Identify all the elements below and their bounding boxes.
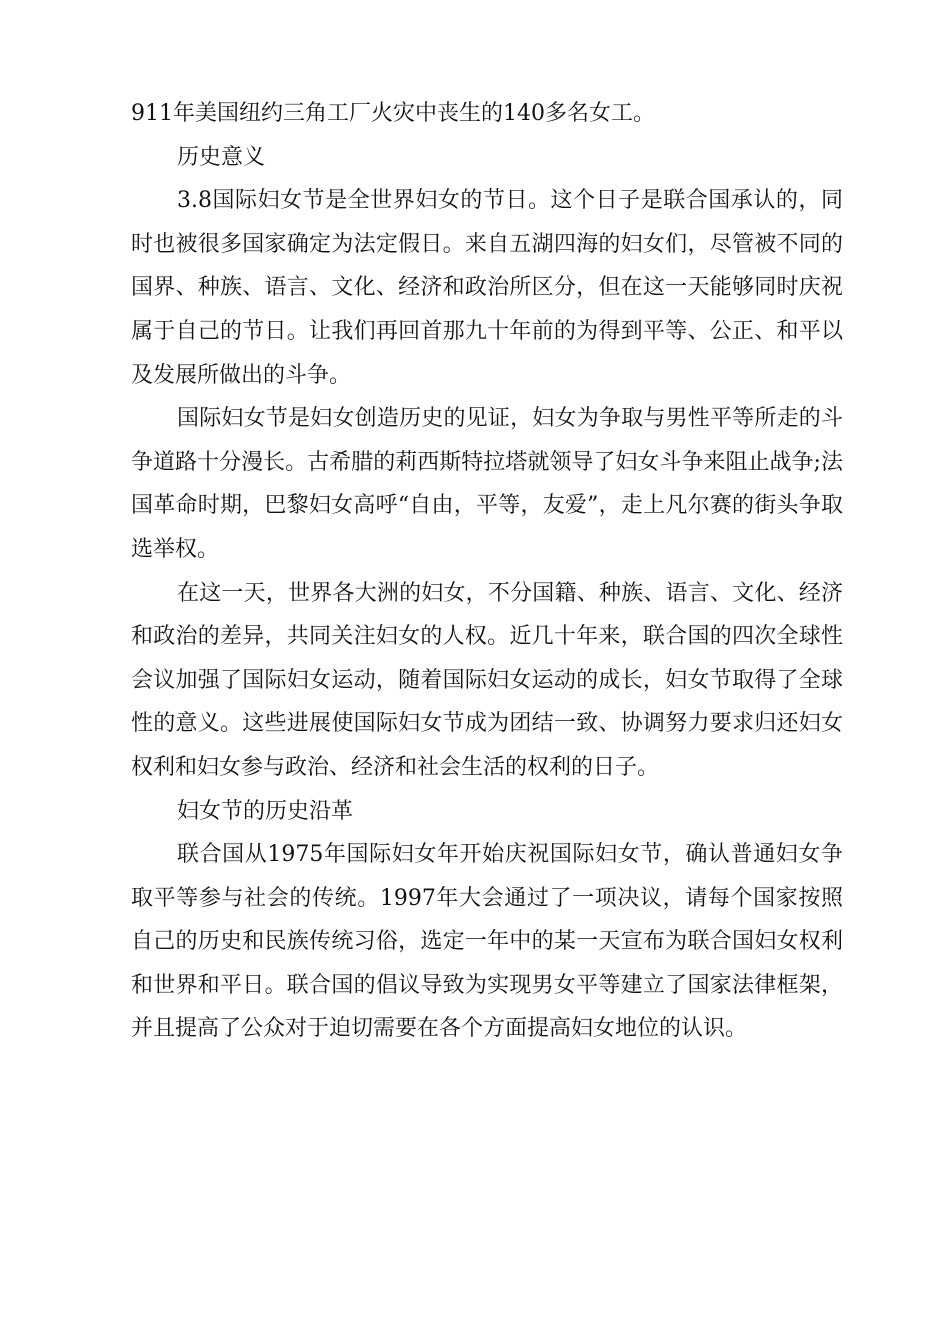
section-heading-history-evolution: 妇女节的历史沿革 xyxy=(177,798,354,824)
paragraph-global-significance: 在这一天，世界各大洲的妇女，不分国籍、种族、语言、文化、经济和政治的差异，共同关注妇女的人权。近几十年来，联合国的四次全球性会议加强了国际妇女运动，随着国际妇女运动的成长，妇女节取得了全球性的意义。这些进展使国际妇女节成为团结一致、协调努力要求归还妇女权利和妇女参与政治、经济和社会生活的权利的日子。 xyxy=(131,580,843,780)
paragraph-womens-day-intro: 3.8国际妇女节是全世界妇女的节日。这个日子是联合国承认的，同时也被很多国家确定为法定假日。来自五湖四海的妇女们，尽管被不同的国界、种族、语言、文化、经济和政治所区分，但在这一天能够同时庆祝属于自己的节日。让我们再回首那九十年前的为得到平等、公正、和平以及发展所做出的斗争。 xyxy=(131,188,843,388)
document-body xyxy=(131,92,843,1051)
paragraph-history-witness: 国际妇女节是妇女创造历史的见证，妇女为争取与男性平等所走的斗争道路十分漫长。古希腊的莉西斯特拉塔就领导了妇女斗争来阻止战争;法国革命时期，巴黎妇女高呼“自由，平等，友爱”，走上凡尔赛的街头争取选举权。 xyxy=(131,406,843,562)
paragraph-continuation: 911年美国纽约三角工厂火灾中丧生的140多名女工。 xyxy=(131,101,655,126)
section-heading-historical-significance: 历史意义 xyxy=(177,144,266,170)
paragraph-un-celebration: 联合国从1975年国际妇女年开始庆祝国际妇女节，确认普通妇女争取平等参与社会的传统。1997年大会通过了一项决议，请每个国家按照自己的历史和民族传统习俗，选定一年中的某一天宣布为联合国妇女权利和世界和平日。联合国的倡议导致为实现男女平等建立了国家法律框架，并且提高了公众对于迫切需要在各个方面提高妇女地位的认识。 xyxy=(131,842,843,1042)
